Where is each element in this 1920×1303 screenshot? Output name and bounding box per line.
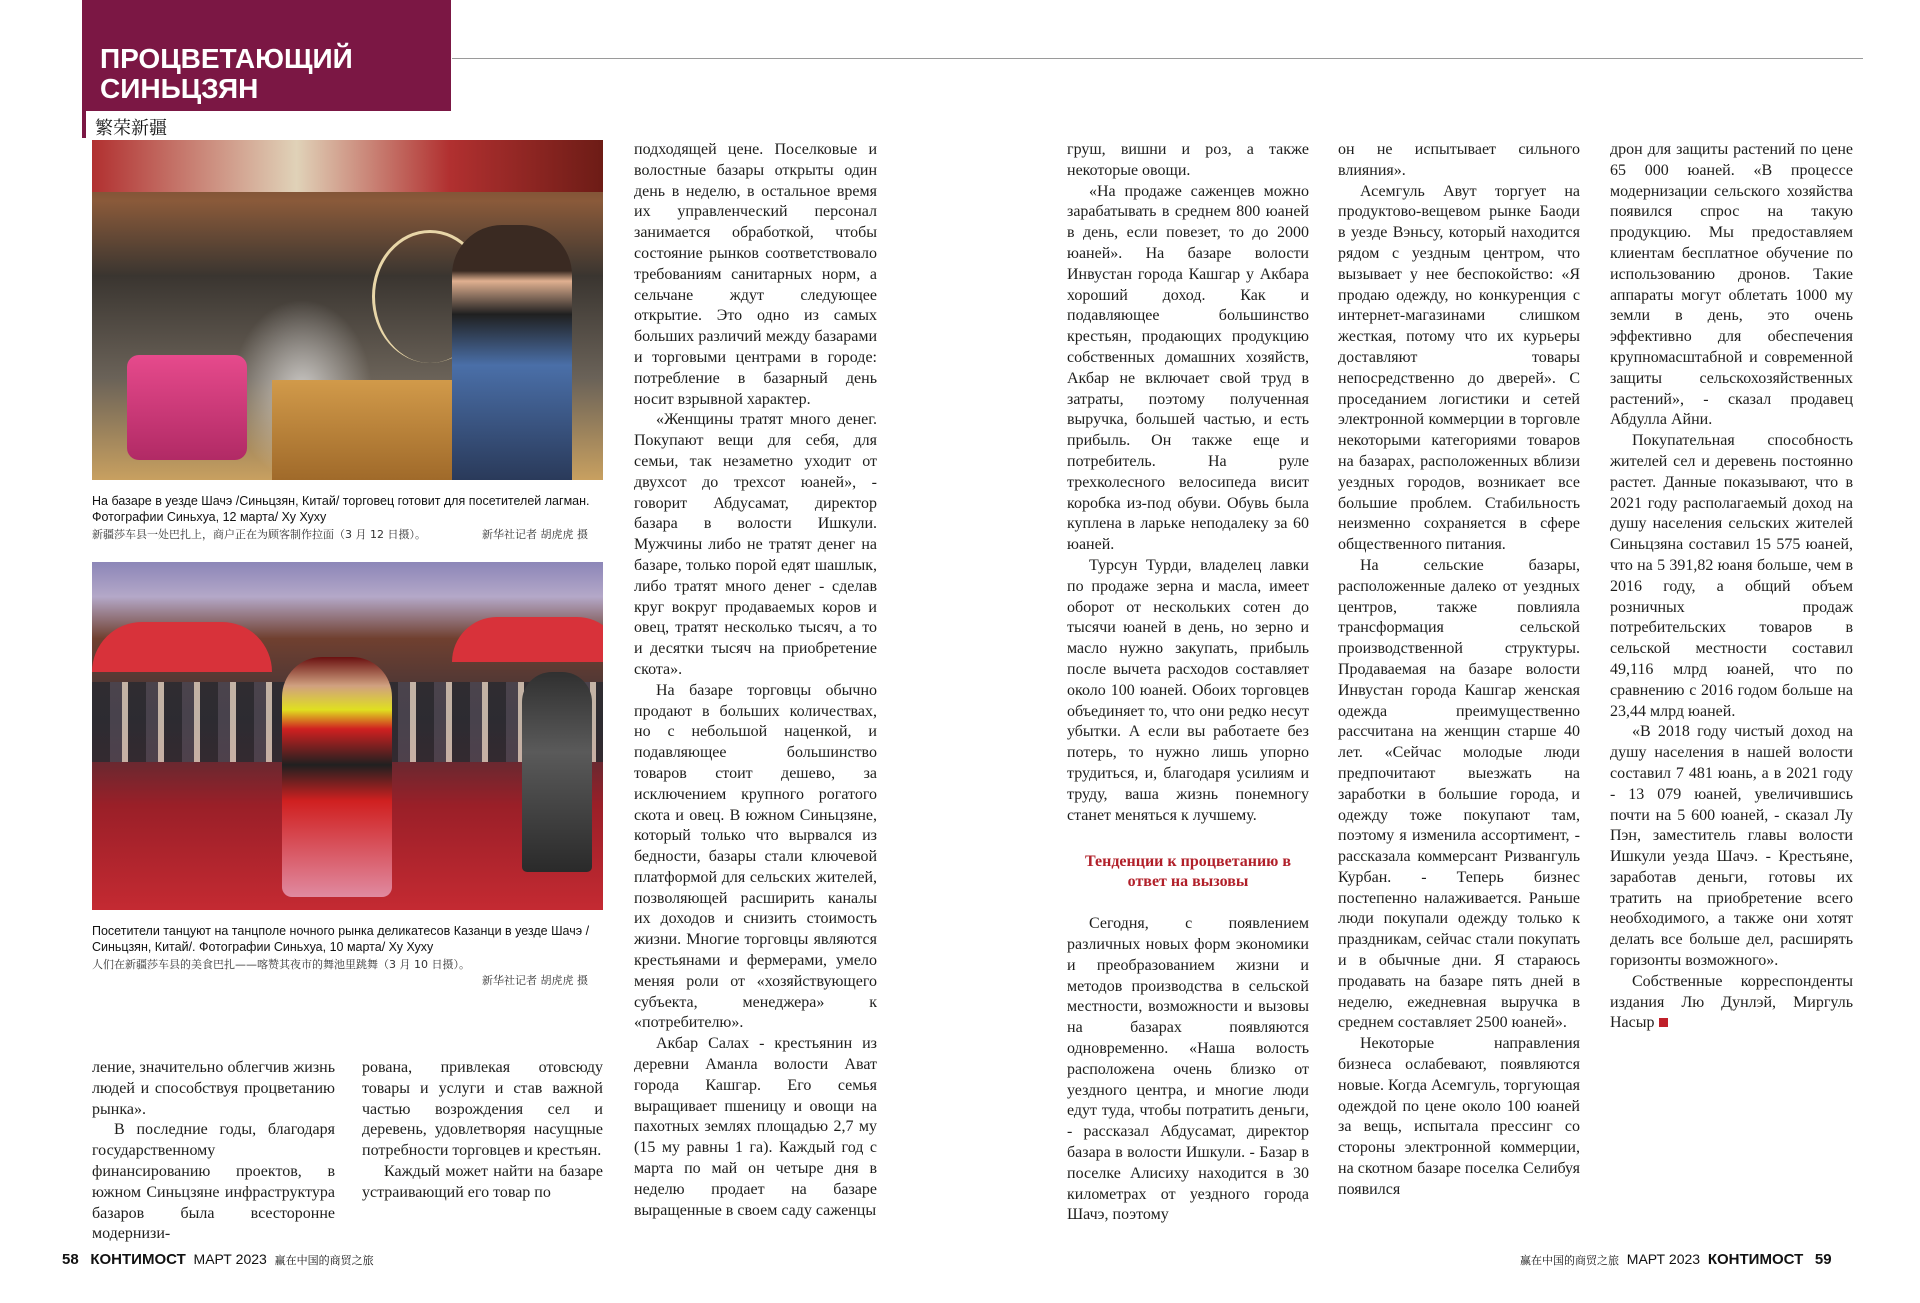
- byline-text: Собственные корреспонденты издания Лю Дунлэй, Миргуль Насыр: [1610, 972, 1853, 1032]
- paragraph: В последние годы, благодаря государственному финансированию проектов, в южном Синьцзяне инфраструктура базаров была всесторонне модернизи-: [92, 1121, 335, 1243]
- title-line-2: СИНЬЦЗЯН: [100, 73, 259, 104]
- paragraph: «Женщины тратят много денег. Покупают вещи для себя, для семьи, так незаметно уходит от двухсот до трехсот юаней», - говорит Абдусамат, директор базара в волости Ишкули. Мужчины либо не тратят денег на базаре, только порой едят шашлык, либо тратят много денег - сделав круг вокруг продаваемых коров и овец, тратят несколько тысяч, а то и десятки тысяч на приобретение скота».: [634, 411, 877, 678]
- paragraph: Акбар Салах - крестьянин из деревни Аманла волости Ават города Кашгар. Его семья выращивает пшеницу и овощи на пахотных землях площадью 2,7 му (15 му равны 1 га). Каждый год с марта по май он четыре дня в неделю продает на базаре выращенные в своем саду саженцы: [634, 1035, 877, 1219]
- paragraph: ление, значительно облегчив жизнь людей и способствуя процветанию рынка».: [92, 1059, 335, 1118]
- page-number-left: 58: [62, 1251, 79, 1268]
- paragraph: «На продаже саженцев можно зарабатывать в среднем 800 юаней в день, если повезет, то до 2000 юаней». На базаре волости Инвустан города Кашгар у Акбара хороший доход. Как и подавляющее большинство крестьян, продающих продукцию собственных домашних хозяйств, Акбар не включает свой труд в затраты, поэтому полученная выручка, большей частью, и есть прибыль. Он также еще и потребитель. На руле трехколесного велосипеда висит коробка из-под обуви. Обувь была куплена в ларьке неподалеку за 60 юаней.: [1067, 182, 1309, 554]
- photo-1-caption-cn: 新疆莎车县一处巴扎上，商户正在为顾客制作拉面（3 月 12 日摄）。: [92, 528, 426, 541]
- page-number-right: 59: [1814, 1251, 1832, 1268]
- paragraph: Асемгуль Авут торгует на продуктово-вещевом рынке Баоди в уезде Вэньсу, который находится рядом с уездным центром, что вызывает у нее беспокойство: «Я продаю одежду, но конкуренция с интернет-магазинами слишком жесткая, потому что их курьеры доставляют товары непосредственно до дверей». С проседанием логистики и сетей электронной коммерции в торговле некоторыми категориями товаров на базарах, расположенных вблизи уездных городов, возникает все большие проблем. Стабильность неизменно сохраняется в сфере общественного питания.: [1338, 182, 1580, 554]
- slogan-cn-right: 赢在中国的商贸之旅: [1520, 1254, 1619, 1267]
- paragraph: Турсун Турди, владелец лавки по продаже зерна и масла, имеет оборот от нескольких сотен до тысячи юаней в день, но зерно и масло нужно закупать, прибыль после вычета расходов составляет около 100 юаней. Обоих торговцев объединяет то, что они редко несут убытки. А если вы работаете без потерь, то нужно лишь упорно трудиться, и, благодаря усилиям и труду, ваша жизнь понемногу станет меняться к лучшему.: [1067, 556, 1309, 824]
- paragraph: На сельские базары, расположенные далеко от уездных центров, также повлияла трансформация сельской производственной структуры. Продаваемая на базаре волости Инвустан города Кашгар женская одежда преимущественно рассчитана на женщин старше 40 лет. «Сейчас молодые люди предпочитают выезжать на заработки в большие города, и одежду тоже покупают там, поэтому я изменила ассортимент, - рассказала коммерсант Ризвангуль Курбан. - Теперь бизнес постепенно налаживается. Раньше люди покупали одежду только к праздникам, сейчас стали покупать и в обычные дни. Я стараюсь продавать на базаре пять дней в неделю, ежедневная выручка в среднем составляет 2500 юаней».: [1338, 556, 1580, 1032]
- text-column-2: [362, 1058, 603, 1204]
- article-title: [100, 44, 353, 104]
- photo-vendor-figure: [452, 225, 572, 480]
- text-column-3: [634, 140, 877, 1221]
- text-column-6: [1610, 140, 1853, 1034]
- photo-1-caption: На базаре в уезде Шачэ /Синьцзян, Китай/ торговец готовит для посетителей лагман. Фотографии Синьхуа, 12 марта/ Ху Хуху: [92, 494, 590, 524]
- paragraph: подходящей цене. Поселковые и волостные базары открыты один день в неделю, в остальное время их управленческий персонал занимается обработкой, чтобы состояние рынков соответствовало требованиям санитарных норм, а сельчане ждут следующее открытие. Это одно из самых больших различий между базарами и торговыми центрами в городе: потребление в базарный день носит взрывной характер.: [634, 141, 877, 408]
- photo-2-caption: Посетители танцуют на танцполе ночного рынка деликатесов Казанци в уезде Шачэ /Синьцзян, Китай/. Фотографии Синьхуа, 10 марта/ Ху Хуху: [92, 924, 590, 954]
- subtitle-marker: [82, 111, 86, 138]
- subtitle-chinese: 繁荣新疆: [95, 118, 167, 139]
- paragraph: Некоторые направления бизнеса ослабевают, появляются новые. Когда Асемгуль, торгующая одеждой по цене около 100 юаней за вещь, испытала прессинг со стороны электронной коммерции, на скотном базаре поселка Селибуя появился: [1338, 1035, 1580, 1198]
- issue-date-left: МАРТ 2023: [193, 1251, 267, 1267]
- text-column-5: [1338, 140, 1580, 1201]
- header-rule: [452, 58, 1863, 59]
- photo-awning: [92, 140, 603, 192]
- paragraph: груш, вишни и роз, а также некоторые овощи.: [1067, 141, 1309, 179]
- paragraph: На базаре торговцы обычно продают в больших количествах, но с небольшой наценкой, и подавляющее большинство товаров стоит дешево, за исключением крупного рогатого скота и овец. В южном Синьцзяне, который только что вырвался из бедности, базары стали ключевой платформой для сельских жителей, позволяющей расширить каналы их доходов и снизить стоимость жизни. Многие торговцы являются крестьянами и фермерами, умело меняя роли от «хозяйствующего субъекта, менеджера» к «потребителю».: [634, 681, 877, 1032]
- photo-umbrella: [92, 622, 272, 672]
- photo-dancer: [522, 672, 592, 872]
- paragraph: дрон для защиты растений по цене 65 000 юаней. «В процессе модернизации сельского хозяйства появился спрос на такую продукцию. Мы предоставляем клиентам бесплатное обучение по использованию дронов. Такие аппараты могут облетать 1000 му земли в день, это очень эффективно для обеспечения крупномасштабной и современной защиты сельскохозяйственных растений», - сказал продавец Абдулла Айни.: [1610, 141, 1853, 429]
- title-block: [82, 0, 451, 111]
- magazine-brand-left: КОНТИМОСТ: [90, 1251, 186, 1268]
- issue-date-right: МАРТ 2023: [1626, 1251, 1701, 1267]
- photo-lagman-vendor: [92, 140, 603, 480]
- paragraph: рована, привлекая отовсюду товары и услуги и став важной частью возрождения сел и деревень, удовлетворяя насущные потребности торговцев и крестьян.: [362, 1059, 603, 1160]
- paragraph: «В 2018 году чистый доход на душу населения в нашей волости составил 7 481 юань, а в 2021 году - 13 079 юаней, увеличившись почти на 5 600 юаней, - сказал Лу Пэн, заместитель главы волости Ишкули уезда Шачэ. - Крестьяне, заработав деньги, готовы их тратить на приобретение всего необходимого, а также они хотят делать все больше дел, расширять горизонты возможного».: [1610, 723, 1853, 970]
- title-line-1: ПРОЦВЕТАЮЩИЙ: [100, 43, 353, 74]
- slogan-cn-left: 赢在中国的商贸之旅: [274, 1254, 374, 1267]
- footer-left: [62, 1251, 374, 1268]
- magazine-brand-right: КОНТИМОСТ: [1707, 1251, 1804, 1268]
- photo-dancer: [282, 657, 392, 897]
- author-byline: [1610, 972, 1853, 1034]
- photo-2-credit-cn: 新华社记者 胡虎虎 摄: [482, 974, 588, 987]
- text-column-1: [92, 1058, 335, 1245]
- photo-pink-pot: [127, 355, 247, 460]
- photo-1-credit-cn: 新华社记者 胡虎虎 摄: [482, 528, 588, 541]
- paragraph: Покупательная способность жителей сел и деревень постоянно растет. Данные показывают, что в 2021 году располагаемый доход на душу населения сельских жителей Синьцзяна составил 15 575 юаней, что на 5 391,82 юаня больше, чем в 2016 году, а общий объем розничных продаж потребительских товаров в сельской местности составил 49,116 млрд юаней, что по сравнению с 2016 годом больше на 23,44 млрд юаней.: [1610, 432, 1853, 720]
- text-column-4: [1067, 140, 1309, 1226]
- paragraph: Каждый может найти на базаре устраивающий его товар по: [362, 1162, 603, 1201]
- footer-right: [1520, 1251, 1832, 1268]
- photo-night-market-dance: [92, 562, 603, 910]
- paragraph: Сегодня, с появлением различных новых форм экономики и преобразованием жизни и методов производства в сельской местности, возможности и вызовы на базарах появляются одновременно. «Наша волость расположена очень близко от уездного центра, и многие люди едут туда, чтобы потратить деньги, - рассказал Абдусамат, директор базара в волости Ишкули. - Базар в поселке Алисиху находится в 30 километрах от уездного города Шачэ, поэтому: [1067, 915, 1309, 1224]
- end-of-article-mark: [1659, 1018, 1668, 1027]
- section-subheading: Тенденции к процветанию в ответ на вызовы: [1084, 853, 1292, 891]
- photo-umbrella: [452, 617, 603, 662]
- photo-2-caption-cn: 人们在新疆莎车县的美食巴扎——喀赞其夜市的舞池里跳舞（3 月 10 日摄）。: [92, 958, 470, 971]
- paragraph: он не испытывает сильного влияния».: [1338, 141, 1580, 179]
